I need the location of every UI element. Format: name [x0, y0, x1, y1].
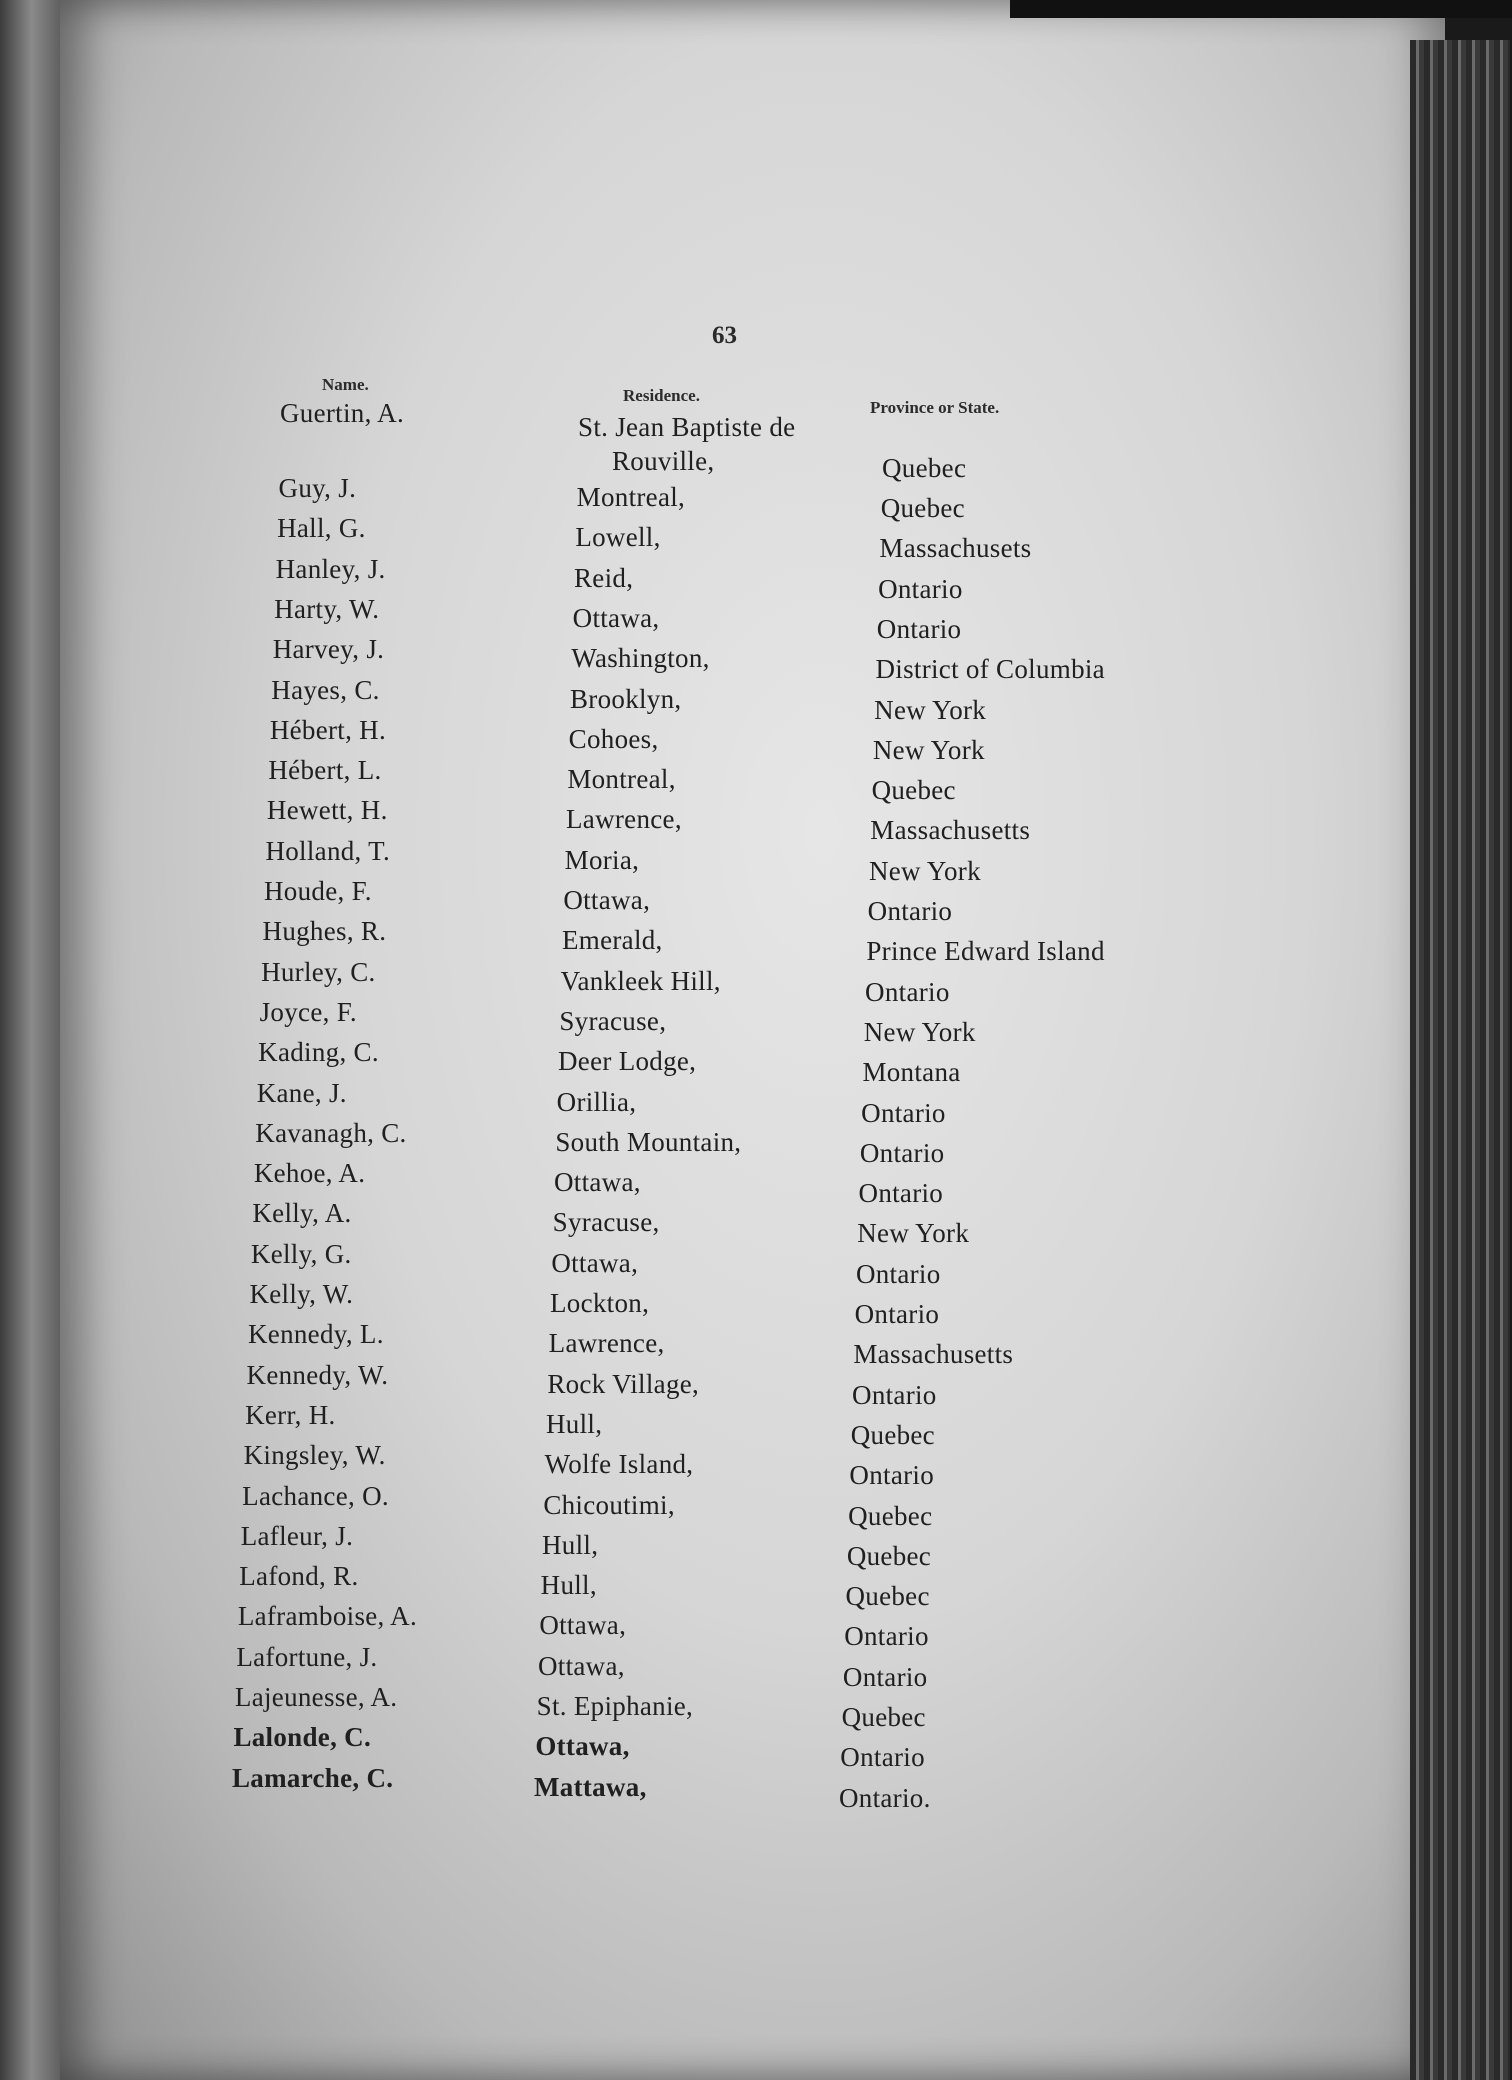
- entry-name: Kelly, W.: [249, 1279, 354, 1309]
- entry-name: Kerr, H.: [245, 1399, 336, 1430]
- entry-province: Ontario: [852, 1379, 937, 1410]
- scan-border: [1010, 0, 1512, 18]
- entry-province: Quebec: [882, 453, 967, 483]
- page-number: 63: [712, 322, 737, 349]
- entry-name: Harty, W.: [274, 593, 380, 624]
- entry-name: Harvey, J.: [272, 634, 385, 665]
- entry-name: Kennedy, W.: [246, 1359, 389, 1390]
- entry-residence: Lowell,: [575, 522, 661, 553]
- entry-province: Ontario: [842, 1661, 928, 1692]
- entry-name: Lalonde, C.: [233, 1722, 372, 1753]
- entry-province: Prince Edward Island: [866, 936, 1105, 967]
- entry-residence: Syracuse,: [559, 1005, 667, 1036]
- entry-province: Montana: [862, 1057, 961, 1088]
- entry-name: Houde, F.: [264, 876, 372, 906]
- entry-residence: Emerald,: [562, 925, 663, 956]
- entry-province: New York: [863, 1016, 976, 1047]
- entry-residence: Wolfe Island,: [544, 1449, 694, 1480]
- entry-residence: Ottawa,: [563, 885, 651, 915]
- entry-name: Kingsley, W.: [243, 1440, 386, 1471]
- entry-province: Quebec: [845, 1581, 930, 1612]
- entry-residence: Ottawa,: [538, 1650, 625, 1681]
- entry-residence: Washington,: [571, 643, 710, 674]
- column-header-province: Province or State.: [870, 398, 1000, 417]
- entry-name: Kading, C.: [258, 1037, 379, 1068]
- entry-residence: Brooklyn,: [570, 683, 682, 714]
- entry-province: Ontario: [844, 1621, 929, 1652]
- entry-province: New York: [868, 855, 981, 886]
- entry-name: Hurley, C.: [261, 956, 376, 987]
- entry-name: Hébert, H.: [269, 714, 387, 745]
- entry-name: Joyce, F.: [259, 996, 357, 1027]
- entry-province: Quebec: [846, 1540, 932, 1571]
- entry-province: Ontario: [878, 573, 963, 604]
- entry-residence: Syracuse,: [552, 1207, 660, 1238]
- entry-name: Holland, T.: [265, 835, 390, 866]
- entry-residence: Ottawa,: [551, 1247, 639, 1278]
- entry-residence: St. Jean Baptiste de: [578, 412, 796, 442]
- entry-province: Ontario: [859, 1137, 945, 1168]
- entry-province: Massachusets: [879, 533, 1032, 564]
- entry-name: Kavanagh, C.: [255, 1117, 407, 1148]
- entry-residence: Hull,: [546, 1408, 603, 1439]
- entry-residence: Hull,: [540, 1570, 597, 1601]
- entry-province: Quebec: [848, 1500, 933, 1531]
- book-gutter: [1410, 40, 1510, 2080]
- entry-residence: St. Epiphanie,: [536, 1691, 694, 1721]
- column-header-name: Name.: [322, 375, 369, 394]
- entry-name: Hanley, J.: [275, 553, 386, 584]
- entry-residence: Hull,: [542, 1529, 599, 1560]
- entry-name: Laframboise, A.: [237, 1601, 418, 1632]
- entry-residence: Ottawa,: [554, 1167, 641, 1198]
- entry-name: Guy, J.: [278, 473, 357, 503]
- entry-province: New York: [872, 734, 985, 765]
- entry-residence: Montreal,: [576, 482, 686, 512]
- entry-residence: Rock Village,: [547, 1368, 700, 1399]
- entry-name: Hébert, L.: [268, 755, 382, 786]
- entry-province: New York: [857, 1218, 970, 1249]
- entry-province: Ontario: [849, 1460, 934, 1491]
- entry-name: Lachance, O.: [242, 1480, 389, 1511]
- entry-name: Kelly, G.: [250, 1238, 352, 1269]
- entry-province: Ontario: [865, 976, 950, 1007]
- entry-province: Massachusetts: [870, 815, 1031, 846]
- entry-name: Kelly, A.: [252, 1198, 352, 1229]
- entry-residence: Reid,: [574, 562, 634, 593]
- entry-residence: Vankleek Hill,: [560, 965, 721, 996]
- entry-province: Ontario: [858, 1178, 944, 1209]
- entry-name: Hall, G.: [277, 513, 366, 544]
- entry-residence: Orillia,: [556, 1086, 637, 1117]
- entry-province: Ontario: [855, 1258, 941, 1289]
- entry-name: Hayes, C.: [271, 674, 380, 705]
- entry-province: Ontario: [867, 896, 953, 926]
- entry-residence: Mattawa,: [534, 1771, 647, 1802]
- entry-residence: Moria,: [564, 844, 640, 875]
- entry-name: Lafortune, J.: [236, 1641, 378, 1672]
- entry-name: Hughes, R.: [262, 916, 387, 947]
- entry-residence: South Mountain,: [555, 1126, 742, 1157]
- entry-name: Lamarche, C.: [232, 1762, 394, 1793]
- entry-residence: Lawrence,: [566, 804, 682, 835]
- entry-province: Ontario: [861, 1097, 946, 1128]
- entry-residence: Lockton,: [550, 1288, 650, 1318]
- entry-province: Massachusetts: [853, 1339, 1014, 1370]
- entry-name: Guertin, A.: [280, 398, 405, 428]
- entry-residence: Ottawa,: [539, 1610, 627, 1641]
- entry-province: Ontario.: [839, 1782, 931, 1813]
- entry-residence: Ottawa,: [535, 1731, 630, 1762]
- entry-name: Lajeunesse, A.: [234, 1682, 398, 1712]
- entry-residence: Chicoutimi,: [543, 1489, 675, 1520]
- entry-province: District of Columbia: [875, 654, 1105, 685]
- entry-province: Ontario: [840, 1742, 925, 1773]
- entry-name: Lafleur, J.: [240, 1520, 354, 1551]
- entry-residence: Lawrence,: [548, 1328, 665, 1359]
- entry-province: Quebec: [850, 1419, 935, 1450]
- entry-residence: Ottawa,: [572, 602, 660, 633]
- entry-residence: Deer Lodge,: [558, 1046, 697, 1077]
- entry-province: Ontario: [854, 1299, 940, 1329]
- entry-province: Quebec: [841, 1702, 926, 1732]
- entry-name: Kehoe, A.: [253, 1158, 366, 1189]
- entry-province: New York: [874, 694, 987, 725]
- entry-residence: Cohoes,: [568, 723, 659, 754]
- entry-province: Quebec: [880, 493, 965, 523]
- entry-name: Kennedy, L.: [248, 1319, 384, 1350]
- entry-province: Ontario: [876, 613, 962, 644]
- entry-residence-continued: Rouville,: [612, 446, 715, 476]
- entry-name: Lafond, R.: [239, 1561, 359, 1592]
- entry-residence: Montreal,: [567, 764, 676, 795]
- entry-province: Quebec: [871, 775, 956, 806]
- column-header-residence: Residence.: [623, 386, 700, 405]
- entry-name: Hewett, H.: [266, 795, 388, 826]
- entry-name: Kane, J.: [256, 1077, 347, 1108]
